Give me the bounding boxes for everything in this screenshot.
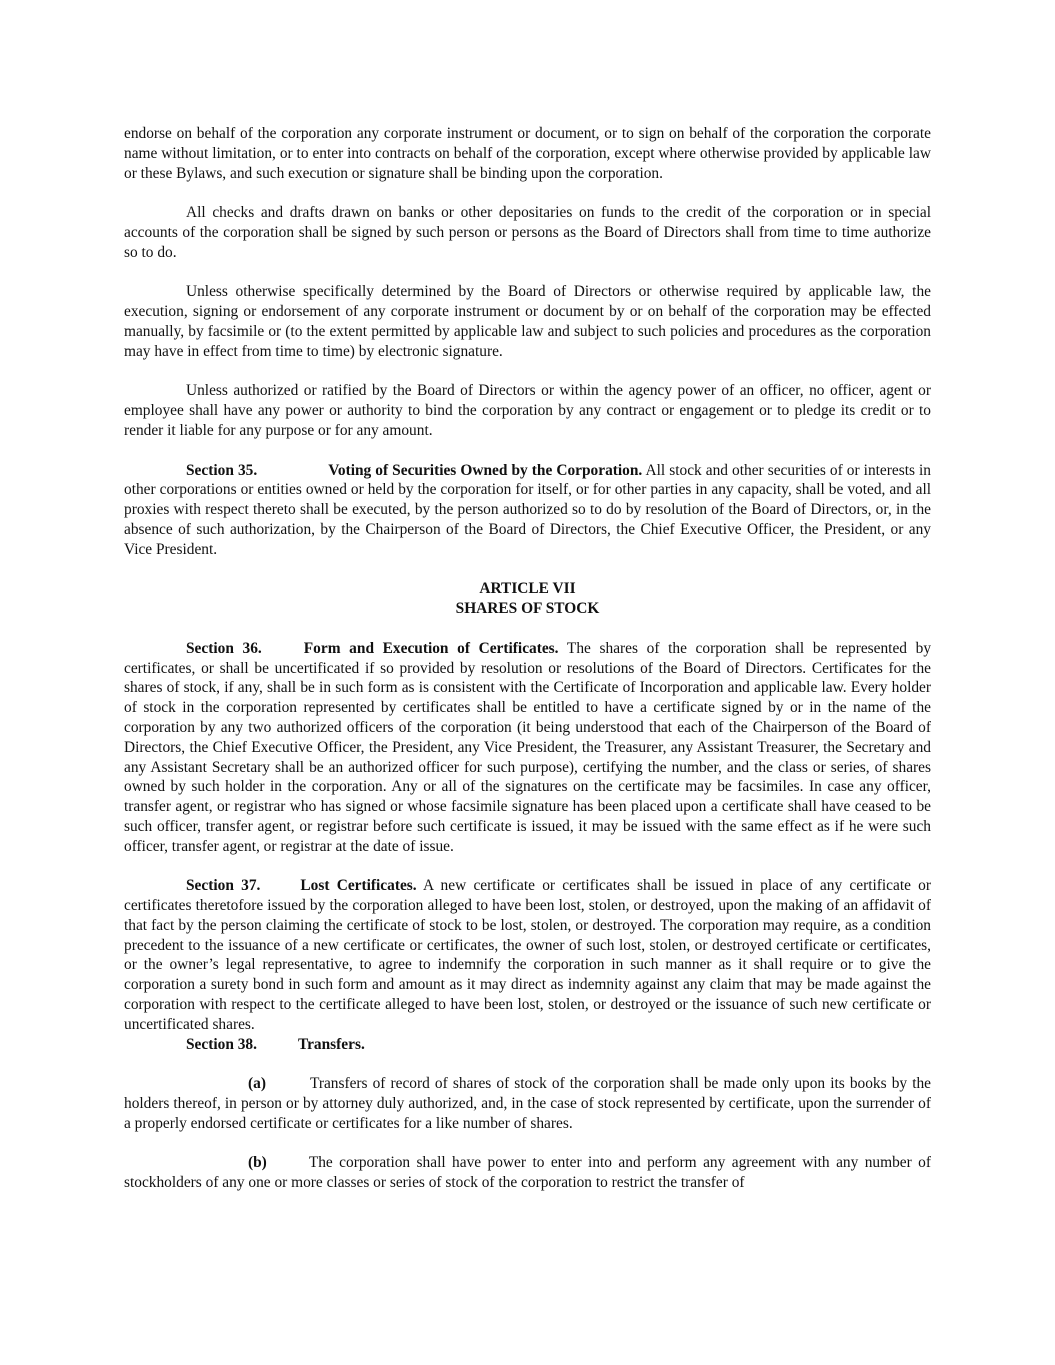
section-38-subsection-b <box>124 1153 931 1193</box>
document-page <box>124 124 931 1193</box>
subsection-a-label: (a) <box>248 1075 266 1093</box>
section-36-number: Section 36. <box>186 639 262 657</box>
section-38-subsection-a <box>124 1074 931 1133</box>
section-35-title: Voting of Securities Owned by the Corporation. <box>328 461 643 479</box>
section-38-title: Transfers. <box>297 1035 365 1053</box>
section-35 <box>124 461 931 560</box>
section-37 <box>124 876 931 1034</box>
section-38-number: Section 38. <box>186 1035 257 1053</box>
section-36 <box>124 639 931 857</box>
paragraph-agency-power: Unless authorized or ratified by the Board of Directors or within the agency power of an officer, no officer, agent or employee shall have any power or authority to bind the corporation by any contract or engagement or to pledge its credit or to render it liable for any purpose or for any amount. <box>124 382 931 439</box>
article-number: ARTICLE VII <box>479 580 576 598</box>
section-36-body: The shares of the corporation shall be represented by certificates, or shall be uncertificated if so provided by resolution or resolutions of the Board of Directors. Certificates for the shares of stock, if any, shall be in such form as is consistent with the Certificate of Incorporation and applicable law. Every holder of stock in the corporation represented by certificates shall be entitled to have a certificate signed by or in the name of the corporation by any two authorized officers of the corporation (it being understood that each of the Chairperson of the Board of Directors, the Chief Executive Officer, the President, any Vice President, the Treasurer, any Assistant Treasurer, the Secretary and any Assistant Secretary shall be an authorized officer for such purpose), certifying the number, and the class or series, of shares owned by such holder in the corporation. Any or all of the signatures on the certificate may be facsimiles. In case any officer, transfer agent, or registrar who has signed or whose facsimile signature has been placed upon a certificate shall have ceased to be such officer, transfer agent, or registrar before such certificate is issued, it may be issued with the same effect as if he were such officer, transfer agent, or registrar at the date of issue. <box>124 639 932 855</box>
paragraph-execution-continued: endorse on behalf of the corporation any corporate instrument or document, or to sign on behalf of the corporation the corporate name without limitation, or to enter into contracts on behalf of the corporation, except where otherwise provided by applicable law or these Bylaws, and such execution or signature shall be binding upon the corporation. <box>124 125 931 182</box>
section-35-body: All stock and other securities of or interests in other corporations or entities owned or held by the corporation for itself, or for other parties in any capacity, shall be voted, and all proxies with respect thereto shall be executed, by the person authorized so to do by resolution of the Board of Directors, or, in the absence of such authorization, by the Chairperson of the Board of Directors, the Chief Executive Officer, the President, or any Vice President. <box>124 461 932 558</box>
section-37-body: A new certificate or certificates shall be issued in place of any certificate or certificates theretofore issued by the corporation alleged to have been lost, stolen, or destroyed, upon the making of an affidavit of that fact by the person claiming the certificate of stock to be lost, stolen, or destroyed. The corporation may require, as a condition precedent to the issuance of a new certificate or certificates, the owner of such lost, stolen, or destroyed certificate or certificates, or the owner’s legal representative, to agree to indemnify the corporation in such manner as it shall require or to give the corporation a surety bond in such form and amount as it may direct as indemnity against any claim that may be made against the corporation with respect to the certificate alleged to have been lost, stolen, or destroyed or the issuance of such new certificate or uncertificated shares. <box>124 877 931 1033</box>
subsection-b-body: The corporation shall have power to enter into and perform any agreement with any number of stockholders of any one or more classes or series of stock of the corporation to restrict the transfer of <box>124 1154 931 1192</box>
section-35-number: Section 35. <box>186 461 258 479</box>
section-37-title: Lost Certificates. <box>300 877 417 895</box>
subsection-a-body: Transfers of record of shares of stock of the corporation shall be made only upon its books by the holders thereof, in person or by attorney duly authorized, and, in the case of stock represented by certificate, upon the surrender of a properly endorsed certificate or certificates for a like number of shares. <box>124 1075 931 1132</box>
article-title: SHARES OF STOCK <box>455 600 600 618</box>
paragraph-checks-and-drafts: All checks and drafts drawn on banks or other depositaries on funds to the credit of the corporation or in special accounts of the corporation shall be signed by such person or persons as the Board of Directors shall from time to time authorize so to do. <box>124 204 931 261</box>
section-36-title: Form and Execution of Certificates. <box>303 639 559 657</box>
section-38-heading <box>124 1035 931 1055</box>
paragraph-electronic-signature: Unless otherwise specifically determined by the Board of Directors or otherwise required by applicable law, the execution, signing or endorsement of any corporate instrument or document by or on behalf of the corporation may be effected manually, by facsimile or (to the extent permitted by applicable law and subject to such policies and procedures as the corporation may have in effect from time to time) by electronic signature. <box>124 283 931 360</box>
subsection-b-label: (b) <box>248 1154 267 1172</box>
section-37-number: Section 37. <box>186 877 261 895</box>
